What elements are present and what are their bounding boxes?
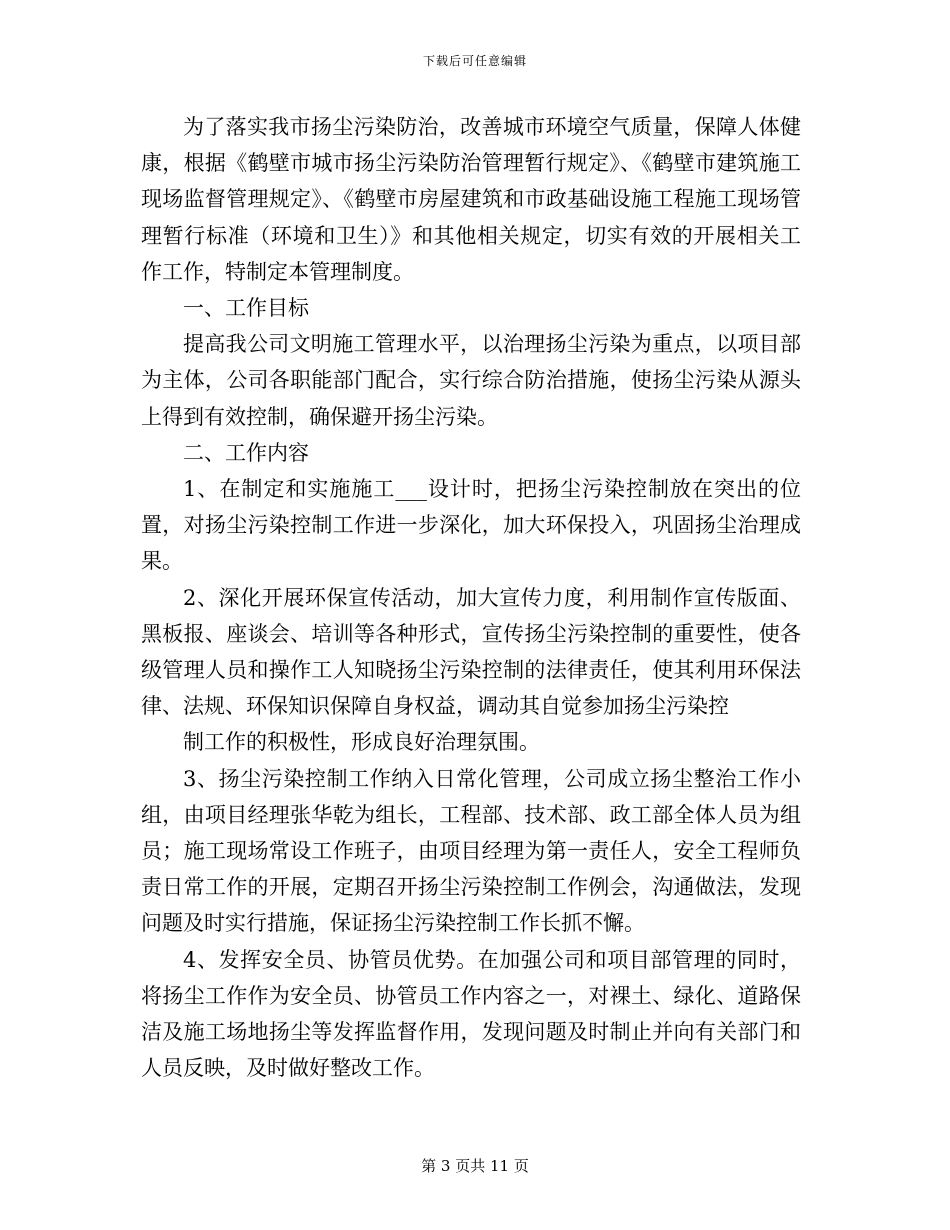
content-item-1: 1、在制定和实施施工___设计时，把扬尘污染控制放在突出的位置，对扬尘污染控制工作进一步深化，加大环保投入，巩固扬尘治理成果。 (141, 477, 801, 574)
page-header: 下载后可任意编辑 (422, 54, 527, 68)
content-item-2-continued: 制工作的积极性，形成良好治理氛围。 (183, 730, 540, 755)
document-body (141, 109, 801, 1086)
intro-paragraph: 为了落实我市扬尘污染防治，改善城市环境空气质量，保障人体健康，根据《鹤壁市城市扬尘污染防治管理暂行规定》、《鹤壁市建筑施工现场监督管理规定》、《鹤壁市房屋建筑和市政基础设施工程施工现场管理暂行标准（环境和卫生）》和其他相关规定，切实有效的开展相关工作工作，特制定本管理制度。 (141, 115, 801, 284)
section-heading-goals: 一、工作目标 (183, 296, 309, 321)
content-item-4: 4、发挥安全员、协管员优势。在加强公司和项目部管理的同时，将扬尘工作作为安全员、协管员工作内容之一，对裸土、绿化、道路保洁及施工场地扬尘等发挥监督作用，发现问题及时制止并向有关部门和人员反映，及时做好整改工作。 (141, 947, 801, 1081)
section-heading-content: 二、工作内容 (183, 440, 309, 465)
goals-paragraph: 提高我公司文明施工管理水平，以治理扬尘污染为重点，以项目部为主体，公司各职能部门配合，实行综合防治措施，使扬尘污染从源头上得到有效控制，确保避开扬尘污染。 (141, 332, 801, 429)
content-item-2: 2、深化开展环保宣传活动，加大宣传力度，利用制作宣传版面、黑板报、座谈会、培训等各种形式，宣传扬尘污染控制的重要性，使各级管理人员和操作工人知晓扬尘污染控制的法律责任，使其利用环保法律、法规、环保知识保障自身权益，调动其自觉参加扬尘污染控 (141, 585, 801, 719)
page-number: 第 3 页共 11 页 (421, 1157, 529, 1175)
content-item-3: 3、扬尘污染控制工作纳入日常化管理，公司成立扬尘整治工作小组，由项目经理张华乾为组长，工程部、技术部、政工部全体人员为组员；施工现场常设工作班子，由项目经理为第一责任人，安全工程师负责日常工作的开展，定期召开扬尘污染控制工作例会，沟通做法，发现问题及时实行措施，保证扬尘污染控制工作长抓不懈。 (141, 766, 801, 936)
